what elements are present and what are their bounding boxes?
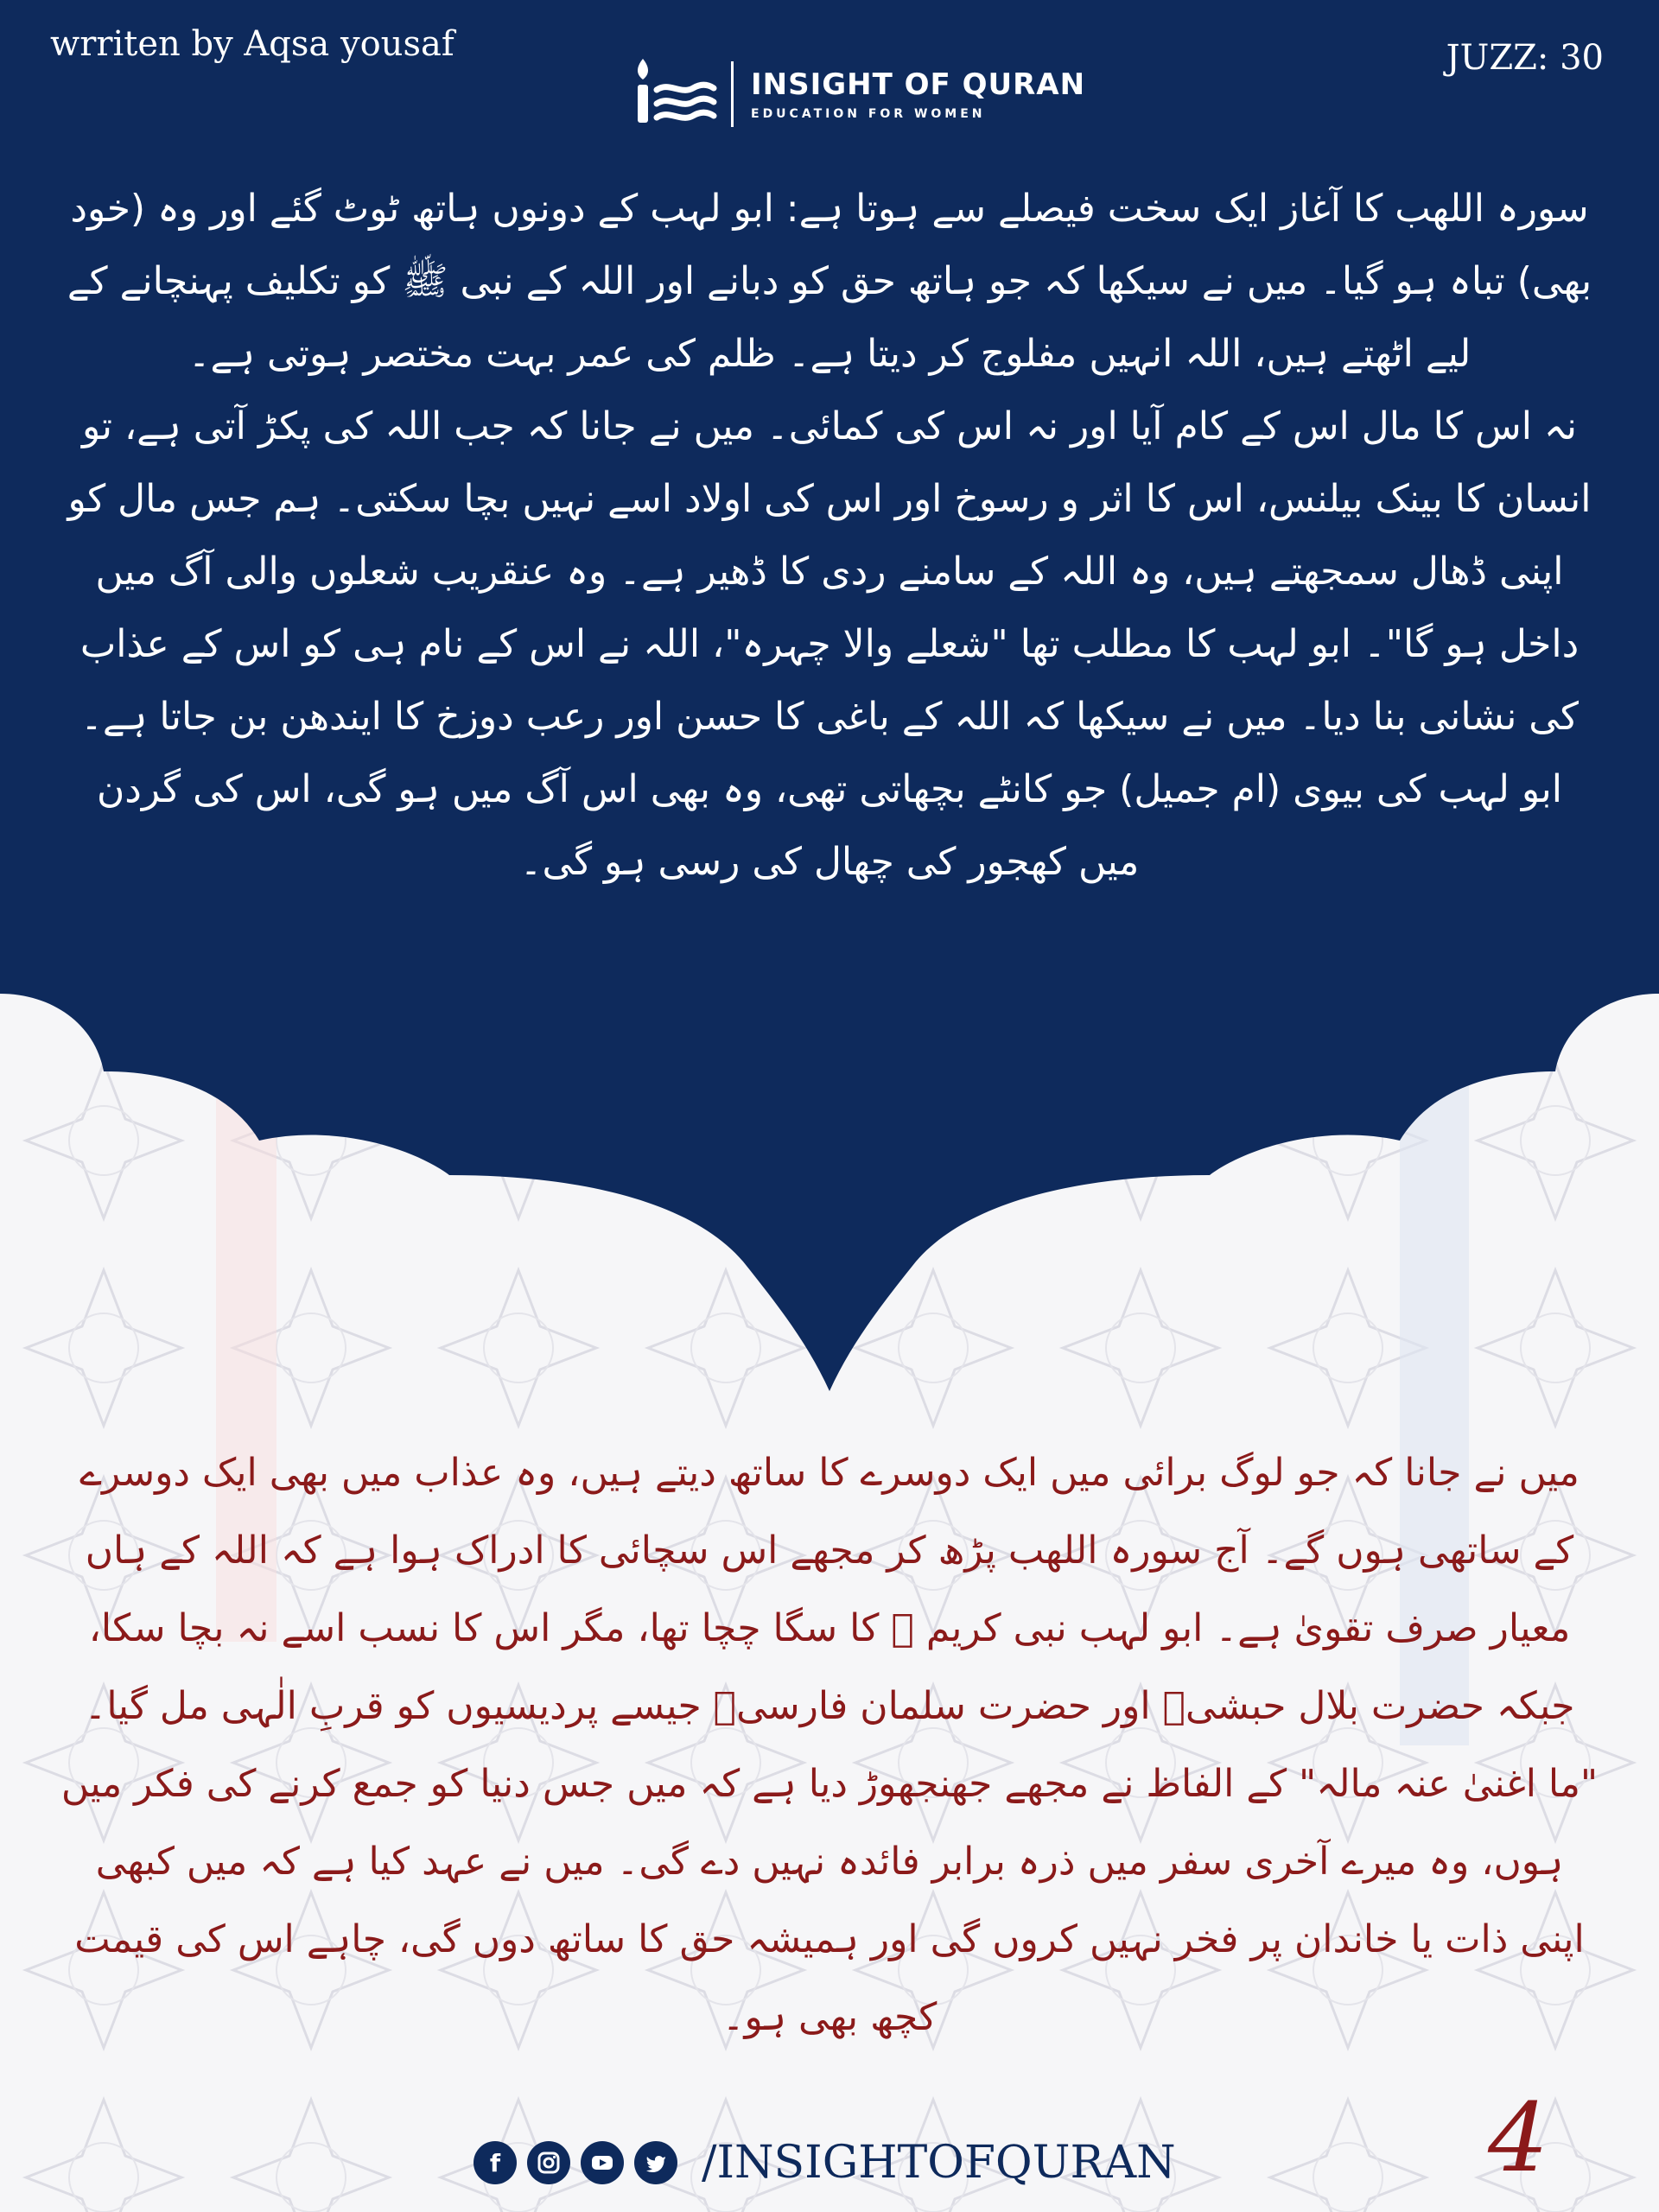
instagram-icon[interactable] [527, 2141, 570, 2184]
reflection-bottom [60, 1434, 1599, 2056]
paragraph: ابو لہب کی بیوی (ام جمیل) جو کانٹے بچھاتی تھی، وہ بھی اس آگ میں ہو گی، اس کی گردن میں کھجور کی چھال کی رسی ہو گی۔ [96, 767, 1563, 884]
facebook-icon[interactable]: f [474, 2141, 517, 2184]
page-number: 4 [1488, 2082, 1548, 2193]
reflection-top [60, 173, 1599, 899]
brand-logo [629, 55, 1085, 133]
footer-social [474, 2133, 1176, 2193]
social-handle[interactable]: /INSIGHTOFQURAN [702, 2137, 1176, 2189]
brand-subtitle: EDUCATION FOR WOMEN [751, 107, 986, 121]
brand-title: INSIGHT OF QURAN [751, 67, 1086, 102]
twitter-icon[interactable] [634, 2141, 677, 2184]
paragraph: سورہ اللھب کا آغاز ایک سخت فیصلے سے ہوتا ہے: ابو لہب کے دونوں ہاتھ ٹوٹ گئے اور وہ (خود بھی) تباہ ہو گیا۔ میں نے سیکھا کہ جو ہاتھ حق کو دبانے اور اللہ کے نبی ﷺ کو تکلیف پہنچانے کے لیے اٹھتے ہیں، اللہ انہیں مفلوج کر دیتا ہے۔ ظلم کی عمر بہت مختصر ہوتی ہے۔ [67, 187, 1592, 376]
paragraph: میں نے جانا کہ جو لوگ برائی میں ایک دوسرے کا ساتھ دیتے ہیں، وہ عذاب میں بھی ایک دوسرے کے ساتھی ہوں گے۔ آج سورہ اللھب پڑھ کر مجھے اس سچائی کا ادراک ہوا ہے کہ اللہ کے ہاں معیار صرف تقویٰ ہے۔ ابو لہب نبی کریم ﷺ کا سگا چچا تھا، مگر اس کا نسب اسے نہ بچا سکا، جبکہ حضرت بلال حبشیؓ اور حضرت سلمان فارسیؓ جیسے پردیسیوں کو قربِ الٰہی مل گیا۔ "ما اغنیٰ عنہ مالہ" کے الفاظ نے مجھے جھنجھوڑ دیا ہے کہ میں جس دنیا کو جمع کرنے کی فکر میں ہوں، وہ میرے آخری سفر میں ذرہ برابر فائدہ نہیں دے گی۔ میں نے عہد کیا ہے کہ میں کبھی اپنی ذات یا خاندان پر فخر نہیں کروں گی اور ہمیشہ حق کا ساتھ دوں گی، چاہے اس کی قیمت کچھ بھی ہو۔ [60, 1451, 1599, 2039]
paragraph: نہ اس کا مال اس کے کام آیا اور نہ اس کی کمائی۔ میں نے جانا کہ جب اللہ کی پکڑ آتی ہے، تو انسان کا بینک بیلنس، اس کا اثر و رسوخ اور اس کی اولاد اسے نہیں بچا سکتی۔ ہم جس مال کو اپنی ڈھال سمجھتے ہیں، وہ اللہ کے سامنے ردی کا ڈھیر ہے۔ وہ عنقریب شعلوں والی آگ میں داخل ہو گا"۔ ابو لہب کا مطلب تھا "شعلے والا چہرہ"، اللہ نے اس کے نام ہی کو اس کے عذاب کی نشانی بنا دیا۔ میں نے سیکھا کہ اللہ کے باغی کا حسن اور رعب دوزخ کا ایندھن بن جاتا ہے۔ [67, 404, 1592, 739]
juzz-label: JUZZ: 30 [1446, 38, 1604, 78]
author-credit: wrriten by Aqsa yousaf [50, 24, 454, 64]
insight-of-quran-logo-icon [629, 55, 719, 133]
brand-divider [731, 61, 734, 127]
youtube-icon[interactable] [581, 2141, 624, 2184]
